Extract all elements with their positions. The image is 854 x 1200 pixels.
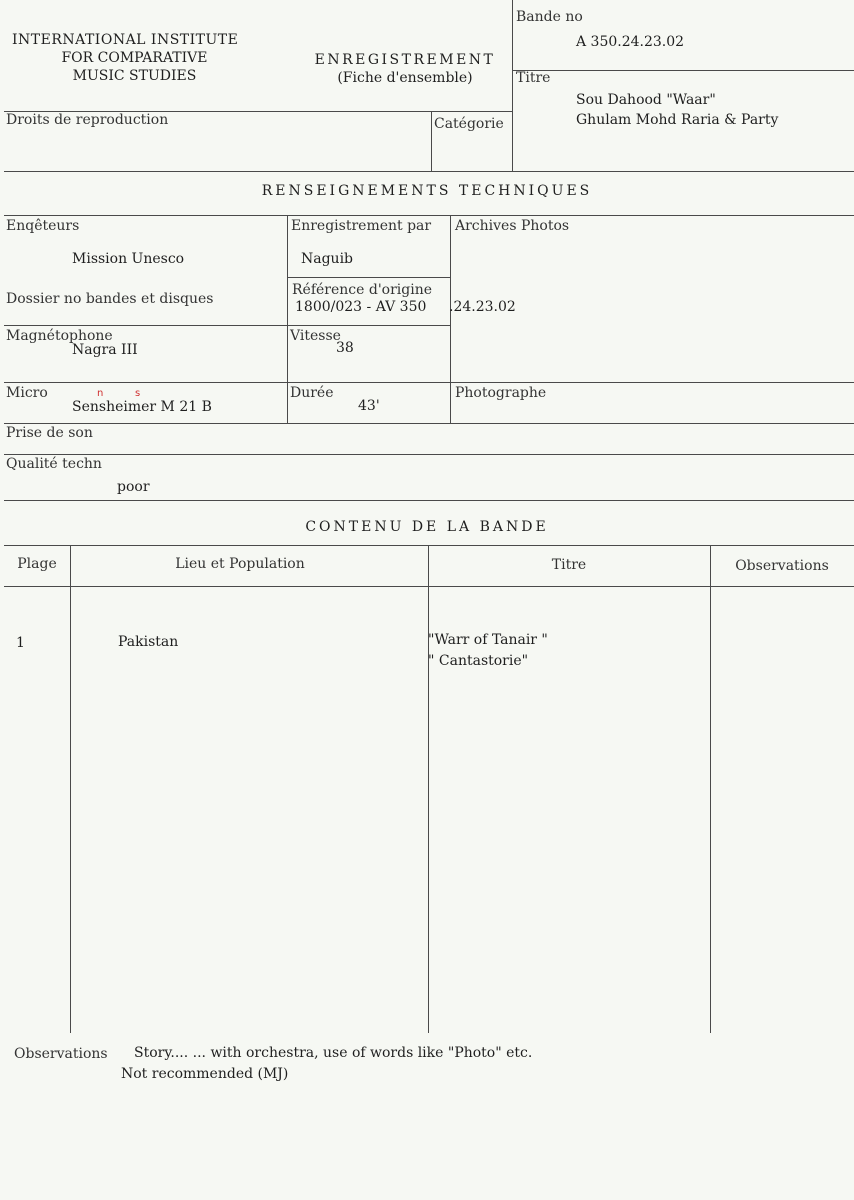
observations-line1: Story.... ... with orchestra, use of words like "Photo" etc. — [134, 1045, 533, 1061]
vitesse-label: Vitesse — [290, 328, 341, 344]
duree-value: 43' — [358, 398, 380, 414]
institute-name-line2: FOR COMPARATIVE — [61, 50, 208, 66]
titre-label: Titre — [516, 70, 551, 86]
titre-value-line2: Ghulam Mohd Raria & Party — [576, 112, 779, 128]
enqueteurs-label: Enqêteurs — [6, 218, 80, 234]
row-1-titre-line2: " Cantastorie" — [428, 653, 529, 669]
photographe-label: Photographe — [455, 385, 547, 401]
bande-label: Bande no — [516, 9, 583, 25]
droits-label: Droits de reproduction — [6, 112, 169, 128]
rule-tech-col2 — [450, 215, 451, 423]
micro-correction-n: n — [97, 388, 104, 399]
row-1-lieu: Pakistan — [118, 634, 179, 650]
reference-value: 1800/023 - AV 350 — [295, 299, 427, 315]
qualite-value: poor — [117, 479, 150, 495]
rule-header-divider — [512, 0, 513, 171]
rule-prise-bottom — [4, 454, 854, 455]
contents-heading: CONTENU DE LA BANDE — [305, 519, 549, 535]
rule-enreg-bottom — [287, 277, 450, 278]
micro-value: Sensheimer M 21 B — [72, 399, 212, 415]
rule-dossier-bottom — [4, 325, 450, 326]
column-header-observations: Observations — [735, 558, 829, 574]
magnetophone-value: Nagra III — [72, 342, 138, 358]
institute-name-line3: MUSIC STUDIES — [72, 68, 197, 84]
observations-line2: Not recommended (MJ) — [121, 1066, 289, 1082]
row-1-plage: 1 — [16, 635, 25, 651]
column-header-plage: Plage — [17, 556, 57, 572]
column-header-lieu: Lieu et Population — [175, 556, 305, 572]
archives-label: Archives Photos — [455, 218, 570, 234]
observations-label: Observations — [14, 1046, 108, 1062]
rule-micro-bottom — [4, 423, 854, 424]
categorie-label: Catégorie — [434, 116, 504, 132]
rule-table-col3 — [710, 545, 711, 1033]
reference-label: Référence d'origine — [292, 282, 433, 298]
enqueteurs-value: Mission Unesco — [72, 251, 185, 267]
technical-heading: RENSEIGNEMENTS TECHNIQUES — [261, 183, 593, 199]
bande-value: A 350.24.23.02 — [576, 34, 685, 50]
rule-table-col1 — [70, 545, 71, 1033]
reference-continuation: .24.23.02 — [449, 299, 516, 315]
row-1-titre-line1: "Warr of Tanair " — [428, 632, 548, 648]
rule-header-bottom — [4, 171, 854, 172]
rule-tech-top — [4, 215, 854, 216]
enregistrement-label: Enregistrement par — [291, 218, 432, 234]
rule-bande-bottom — [512, 70, 854, 71]
dossier-label: Dossier no bandes et disques — [6, 291, 214, 307]
rule-categorie-left — [431, 111, 432, 171]
rule-table-header-bottom — [4, 586, 854, 587]
form-title: ENREGISTREMENT — [314, 52, 496, 68]
vitesse-value: 38 — [336, 340, 354, 356]
enregistrement-value: Naguib — [301, 251, 354, 267]
rule-table-col2 — [428, 545, 429, 1033]
form-subtitle: (Fiche d'ensemble) — [337, 70, 473, 86]
rule-table-top — [4, 545, 854, 546]
titre-value-line1: Sou Dahood "Waar" — [576, 92, 716, 108]
prise-de-son-label: Prise de son — [6, 425, 93, 441]
column-header-titre: Titre — [551, 557, 587, 573]
micro-label: Micro — [6, 385, 48, 401]
micro-correction-s: s — [135, 388, 141, 399]
duree-label: Durée — [290, 385, 334, 401]
magnetophone-label: Magnétophone — [6, 328, 113, 344]
qualite-label: Qualité techn — [6, 456, 102, 472]
institute-name-line1: INTERNATIONAL INSTITUTE — [12, 32, 239, 48]
rule-qualite-bottom — [4, 500, 854, 501]
rule-tech-col1 — [287, 215, 288, 423]
rule-magneto-bottom — [4, 382, 854, 383]
